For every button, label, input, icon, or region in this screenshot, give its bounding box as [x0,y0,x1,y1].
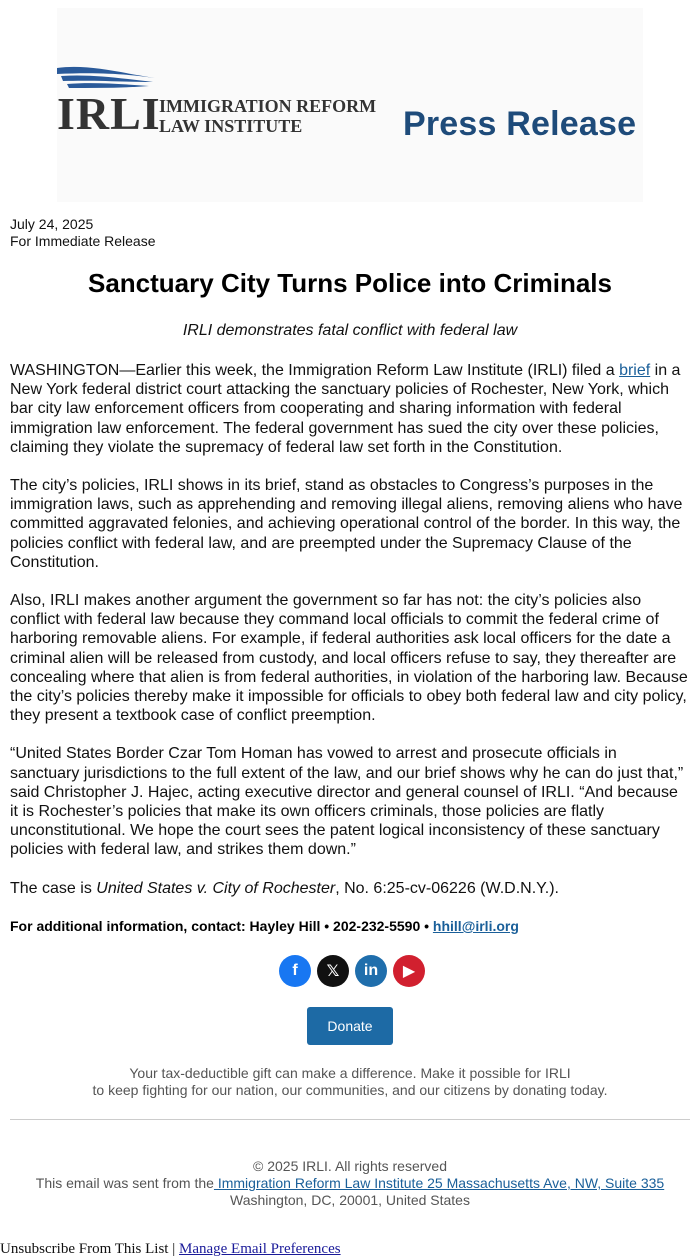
unsubscribe-bar: Unsubscribe From This List | Manage Email Preferences [0,1241,341,1257]
logo-wordmark: IRLI [57,88,161,139]
manage-preferences-link[interactable]: Manage Email Preferences [179,1241,341,1257]
release-meta [10,216,156,250]
divider [10,1119,690,1120]
paragraph-2: The city’s policies, IRLI shows in its brief, stand as obstacles to Congress’s purposes in the immigration laws, such as apprehending and removing illegal aliens, removing aliens who have committed aggravated felonies, and achieving operational control of the border. In this way, the policies conflict with federal law, and are preempted under the Supremacy Clause of the Constitution. [10,477,683,571]
x-twitter-icon[interactable]: 𝕏 [317,955,349,987]
sender-info: This email was sent from the Immigration Reform Law Institute 25 Massachusetts Ave, NW, Suite 335 Washington, DC, 20001, United States [35,1175,665,1208]
paragraph-1: WASHINGTON—Earlier this week, the Immigration Reform Law Institute (IRLI) filed a brief in a New York federal district court attacking the sanctuary policies of Rochester, New York, which bar city law enforcement officers from cooperating and sharing information with federal immigration law enforcement. The federal government has sued the city over these policies, claiming they violate the supremacy of federal law set forth in the Constitution. [10,362,681,456]
header-banner [57,8,643,202]
article-body [10,361,690,917]
paragraph-5: The case is United States v. City of Rochester, No. 6:25-cv-06226 (W.D.N.Y.). [10,879,559,897]
case-name: United States v. City of Rochester [96,879,336,897]
press-release-label: Press Release [403,105,637,143]
social-links [279,955,425,987]
contact-info: For additional information, contact: Hayley Hill • 202-232-5590 • hhill@irli.org [10,918,519,934]
release-type: For Immediate Release [10,233,156,249]
contact-email-link[interactable]: hhill@irli.org [432,918,519,934]
irli-logo[interactable] [57,64,387,144]
copyright: © 2025 IRLI. All rights reserved [253,1158,447,1174]
headline: Sanctuary City Turns Police into Criminals [88,268,612,298]
release-date: July 24, 2025 [10,216,94,232]
logo-organization-name: IMMIGRATION REFORM LAW INSTITUTE [159,96,377,136]
brief-link[interactable]: brief [619,362,651,379]
donation-appeal: Your tax-deductible gift can make a difference. Make it possible for IRLI to keep fighting for our nation, our communities, and our citizens by donating today. [92,1065,608,1098]
footer [0,1158,700,1209]
address-link[interactable]: Immigration Reform Law Institute 25 Massachusetts Ave, NW, Suite 335 [213,1175,665,1191]
youtube-icon[interactable]: ▶ [393,955,425,987]
unsubscribe-link[interactable]: Unsubscribe From This List [0,1241,169,1257]
paragraph-3: Also, IRLI makes another argument the government so far has not: the city’s policies also conflict with federal law because they command local officials to commit the federal crime of harboring removable aliens. For example, if federal authorities ask local officers for the date a criminal alien will be released from custody, and local officers refuse to say, they thereafter are concealing where that alien is from federal authorities, in violation of the harboring law. Because the city’s policies thereby make it impossible for officials to obey both federal law and city policy, they present a textbook case of conflict preemption. [10,592,688,725]
subheadline: IRLI demonstrates fatal conflict with federal law [182,322,518,339]
paragraph-4: “United States Border Czar Tom Homan has vowed to arrest and prosecute officials in sanctuary jurisdictions to the full extent of the law, and our brief shows why he can do just that,” said Christopher J. Hajec, acting executive director and general counsel of IRLI. “And because it is Rochester’s policies that make its own officers criminals, those policies are flatly unconstitutional. We hope the court sees the patent logical inconsistency of these sanctuary policies with federal law, and strikes them down.” [10,745,684,859]
linkedin-icon[interactable]: in [355,955,387,987]
facebook-icon[interactable]: f [279,955,311,987]
donate-button[interactable]: Donate [307,1007,393,1045]
